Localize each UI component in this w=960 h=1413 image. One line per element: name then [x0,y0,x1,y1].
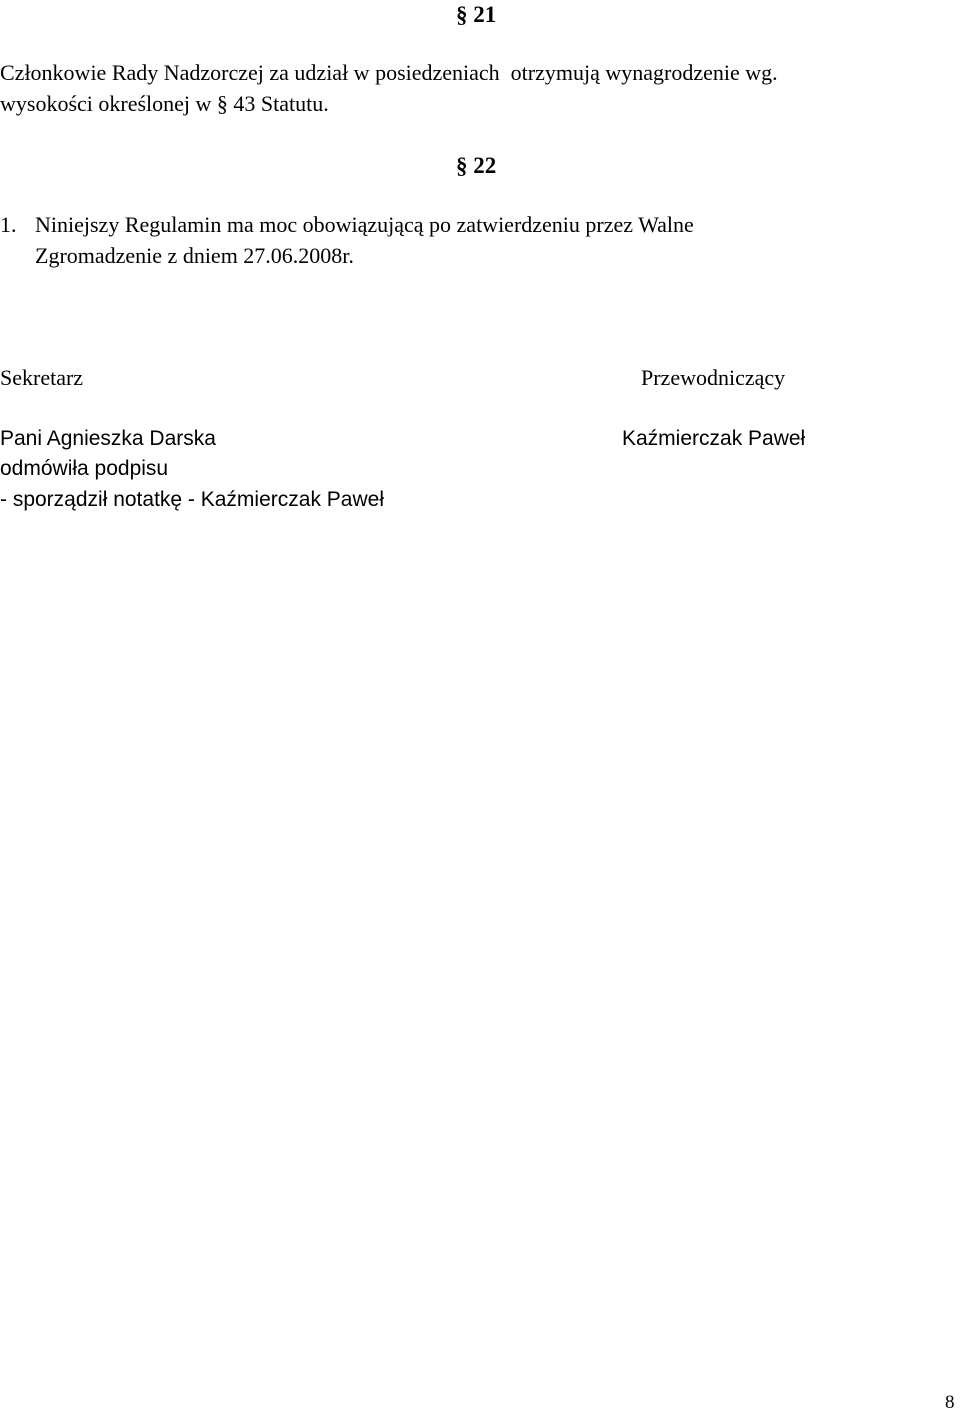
section-21-text-line-2: wysokości określonej w § 43 Statutu. [0,91,329,116]
section-22-item-number: 1. [0,212,17,237]
section-21-text-line-1: Członkowie Rady Nadzorczej za udział w posiedzeniach otrzymują wynagrodzenie wg. [0,60,778,85]
section-22-item-text-line-2: Zgromadzenie z dniem 27.06.2008r. [35,243,354,268]
section-22-item-text-line-1: Niniejszy Regulamin ma moc obowiązującą po zatwierdzeniu przez Walne [35,212,694,237]
section-22-heading: § 22 [456,153,497,178]
secretary-title: Sekretarz [0,365,84,390]
page-number: 8 [945,1392,955,1413]
secretary-name: Pani Agnieszka Darska [0,427,216,450]
section-21-heading: § 21 [456,2,497,27]
chairman-title: Przewodniczący [641,365,786,390]
secretary-note-refused: odmówiła podpisu [0,457,169,480]
secretary-note-memo: - sporządził notatkę - Kaźmierczak Paweł [0,488,384,511]
chairman-name: Kaźmierczak Paweł [622,427,806,450]
